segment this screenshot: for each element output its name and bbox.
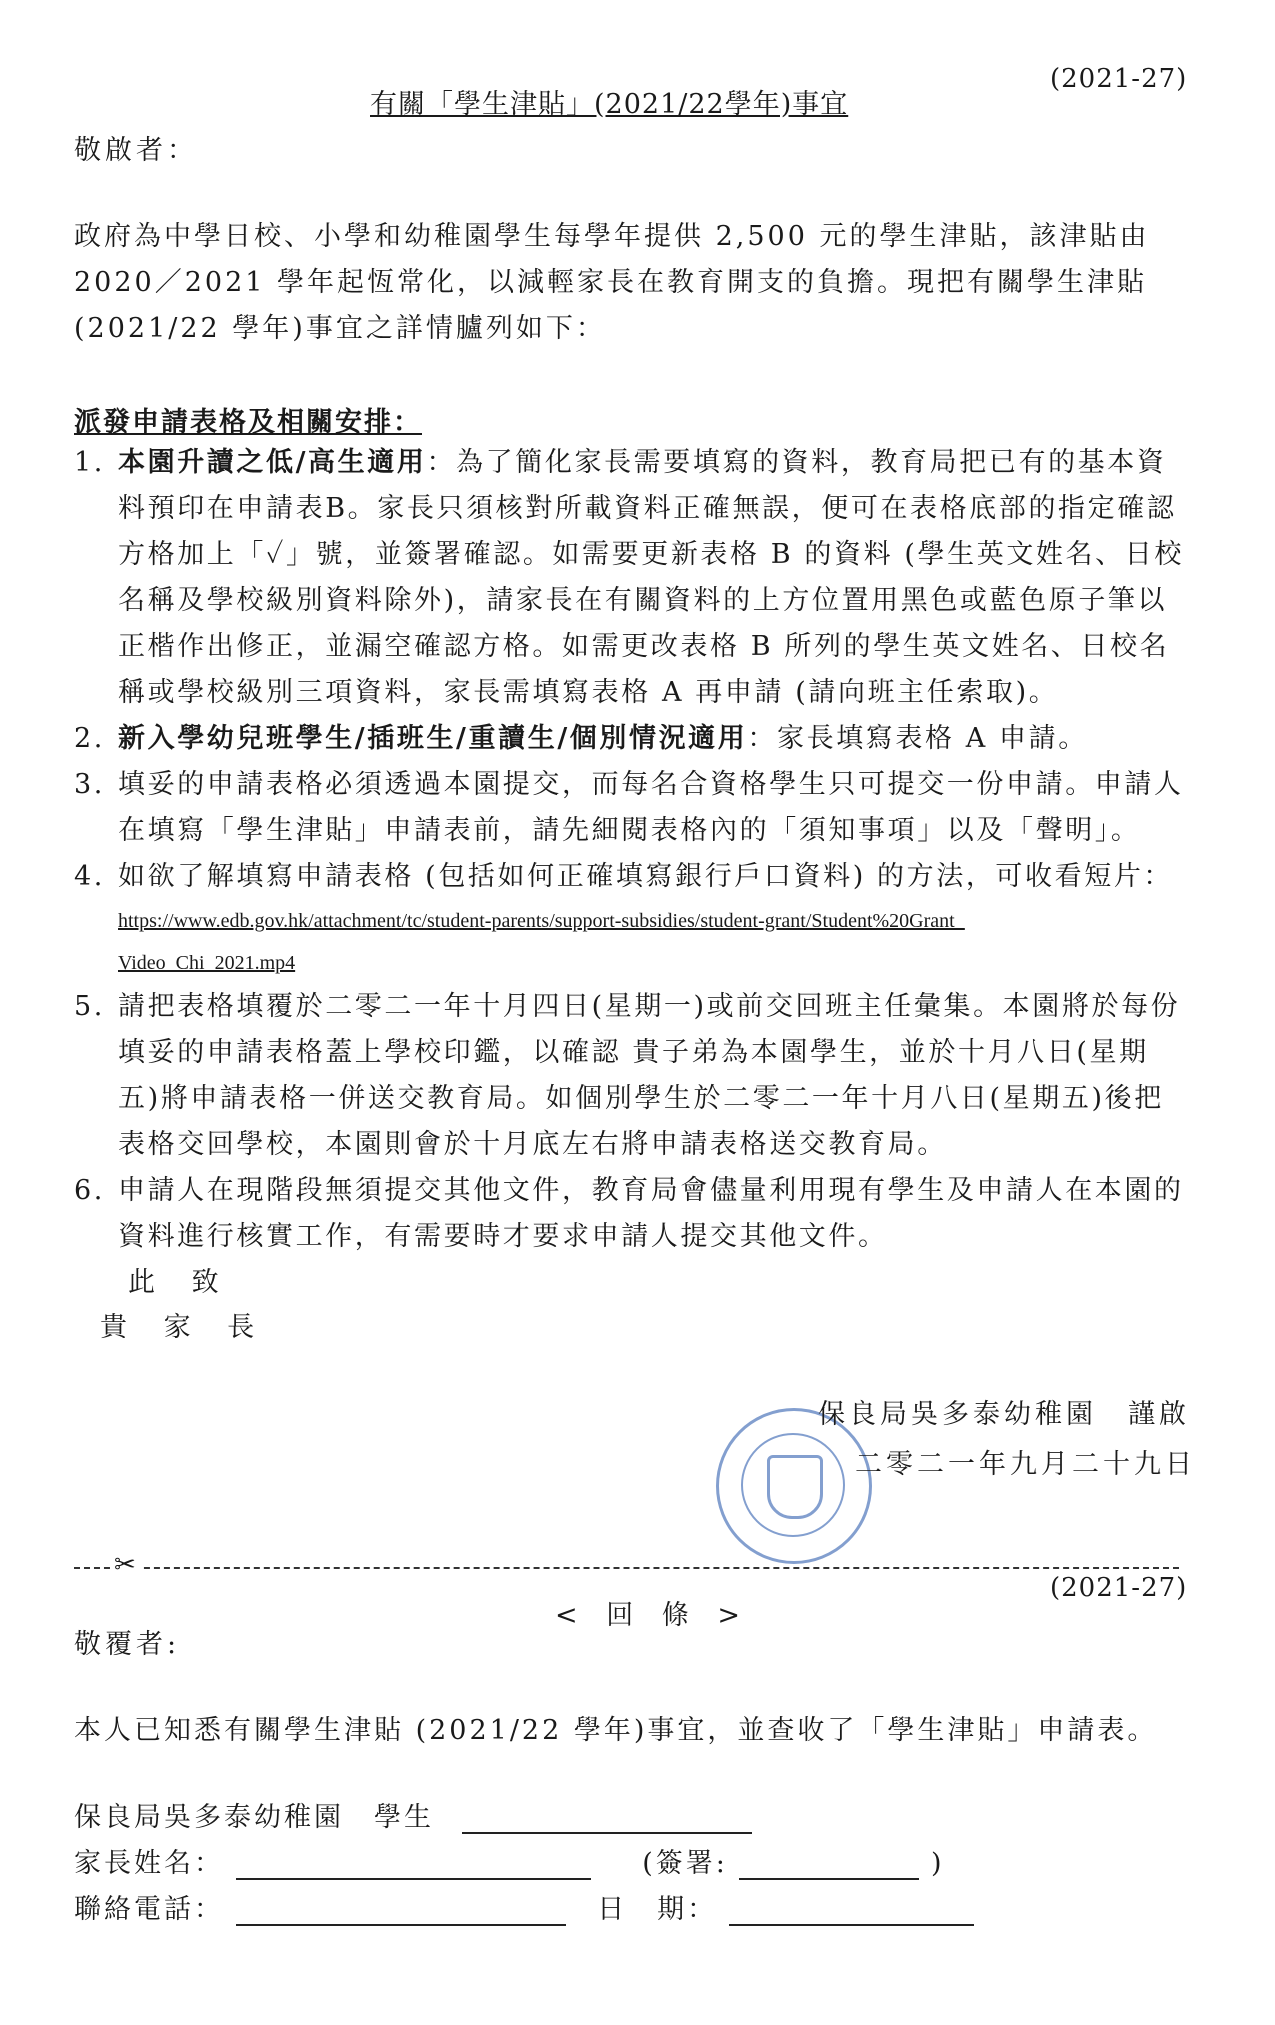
school-seal — [716, 1408, 872, 1564]
phone-field[interactable] — [236, 1894, 566, 1926]
item-text: 如欲了解填寫申請表格 (包括如何正確填寫銀行戶口資料) 的方法，可收看短片： — [118, 861, 1174, 892]
phone-row — [74, 1887, 974, 1926]
list-item — [74, 854, 1189, 984]
student-row — [74, 1795, 752, 1834]
parent-row — [74, 1841, 945, 1880]
video-link-cont[interactable]: Video_Chi_2021.mp4 — [118, 952, 296, 974]
student-label: 保良局吳多泰幼稚園 學生 — [74, 1802, 434, 1833]
item-number: 5. — [74, 991, 105, 1022]
arrangement-list — [74, 440, 1189, 1260]
item-text: 填妥的申請表格必須透過本園提交，而每名合資格學生只可提交一份申請。申請人在填寫「學生津貼」申請表前，請先細閱表格內的「須知事項」以及「聲明」。 — [118, 769, 1184, 846]
item-bold-label: 新入學幼兒班學生/插班生/重讀生/個別情況適用 — [118, 723, 748, 754]
signature-label: (簽署: — [642, 1848, 728, 1879]
date-field[interactable] — [729, 1894, 974, 1926]
video-link[interactable]: https://www.edb.gov.hk/attachment/tc/student-parents/support-subsidies/student-grant/Student%20Grant_ — [118, 910, 965, 932]
item-text: ：家長填寫表格 A 申請。 — [747, 723, 1088, 754]
item-number: 4. — [74, 861, 105, 892]
scissors-icon: ✂ — [110, 1550, 140, 1580]
seal-shield-icon — [767, 1455, 823, 1519]
closing-line-1: 此 致 — [128, 1267, 233, 1298]
parent-name-field[interactable] — [236, 1848, 591, 1880]
item-text: 請把表格填覆於二零二一年十月四日(星期一)或前交回班主任彙集。本園將於每份填妥的申請表格蓋上學校印鑑，以確認 貴子弟為本園學生，並於十月八日(星期五)將申請表格一併送交教育局。如個別學生於二零二一年十月八日(星期五)後把表格交回學校，本園則會於十月底左右將申請表格送交教育局。 — [118, 991, 1181, 1160]
item-number: 3. — [74, 769, 105, 800]
reply-slip-title: < 回 條 > — [555, 1600, 750, 1631]
reply-acknowledgement: 本人已知悉有關學生津貼 (2021/22 學年)事宜，並查收了「學生津貼」申請表。 — [74, 1715, 1158, 1746]
closing-line-2: 貴 家 長 — [100, 1312, 269, 1343]
student-name-field[interactable] — [462, 1802, 752, 1834]
school-signature: 保良局吳多泰幼稚園 謹啟 — [818, 1399, 1190, 1430]
list-item — [74, 984, 1189, 1168]
item-text: 申請人在現階段無須提交其他文件，教育局會儘量利用現有學生及申請人在本園的資料進行核實工作，有需要時才要求申請人提交其他文件。 — [118, 1175, 1184, 1252]
item-bold-label: 本園升讀之低/高生適用 — [118, 447, 427, 478]
reply-reference-number: (2021-27) — [1050, 1573, 1188, 1603]
item-number: 1. — [74, 447, 105, 478]
item-text: ：為了簡化家長需要填寫的資料，教育局把已有的基本資料預印在申請表B。家長只須核對所載資料正確無誤，便可在表格底部的指定確認方格加上「✓」號，並簽署確認。如需要更新表格 B 的資料 (學生英文姓名、日校名稱及學校級別資料除外)，請家長在有關資料的上方位置用黑色或藍色原子筆以正楷作出修正，並漏空確認方格。如需更改表格 B 所列的學生英文姓名、日校名稱或學校級別三項資料，家長需填寫表格 A 再申請 (請向班主任索取)。 — [118, 447, 1184, 708]
greeting: 敬啟者： — [74, 135, 198, 166]
date-label: 日 期： — [597, 1894, 718, 1925]
intro-paragraph: 政府為中學日校、小學和幼稚園學生每學年提供 2,500 元的學生津貼，該津貼由 2020／2021 學年起恆常化，以減輕家長在教育開支的負擔。現把有關學生津貼 (2021/22 學年)事宜之詳情臚列如下： — [74, 221, 1150, 344]
item-number: 6. — [74, 1175, 105, 1206]
phone-label: 聯絡電話： — [74, 1894, 224, 1925]
reference-number: (2021-27) — [1050, 64, 1188, 94]
list-item — [74, 716, 1189, 762]
issue-date: 二零二一年九月二十九日 — [855, 1449, 1196, 1480]
signature-field[interactable] — [739, 1848, 919, 1880]
list-item — [74, 1168, 1189, 1260]
parent-name-label: 家長姓名： — [74, 1848, 224, 1879]
reply-greeting: 敬覆者: — [74, 1629, 181, 1660]
section-heading: 派發申請表格及相關安排： — [74, 407, 422, 438]
notice-title: 有關「學生津貼」(2021/22學年)事宜 — [370, 89, 849, 120]
list-item — [74, 762, 1189, 854]
list-item — [74, 440, 1189, 716]
cut-line — [74, 1567, 1179, 1569]
signature-close: ) — [931, 1848, 945, 1879]
item-number: 2. — [74, 723, 105, 754]
